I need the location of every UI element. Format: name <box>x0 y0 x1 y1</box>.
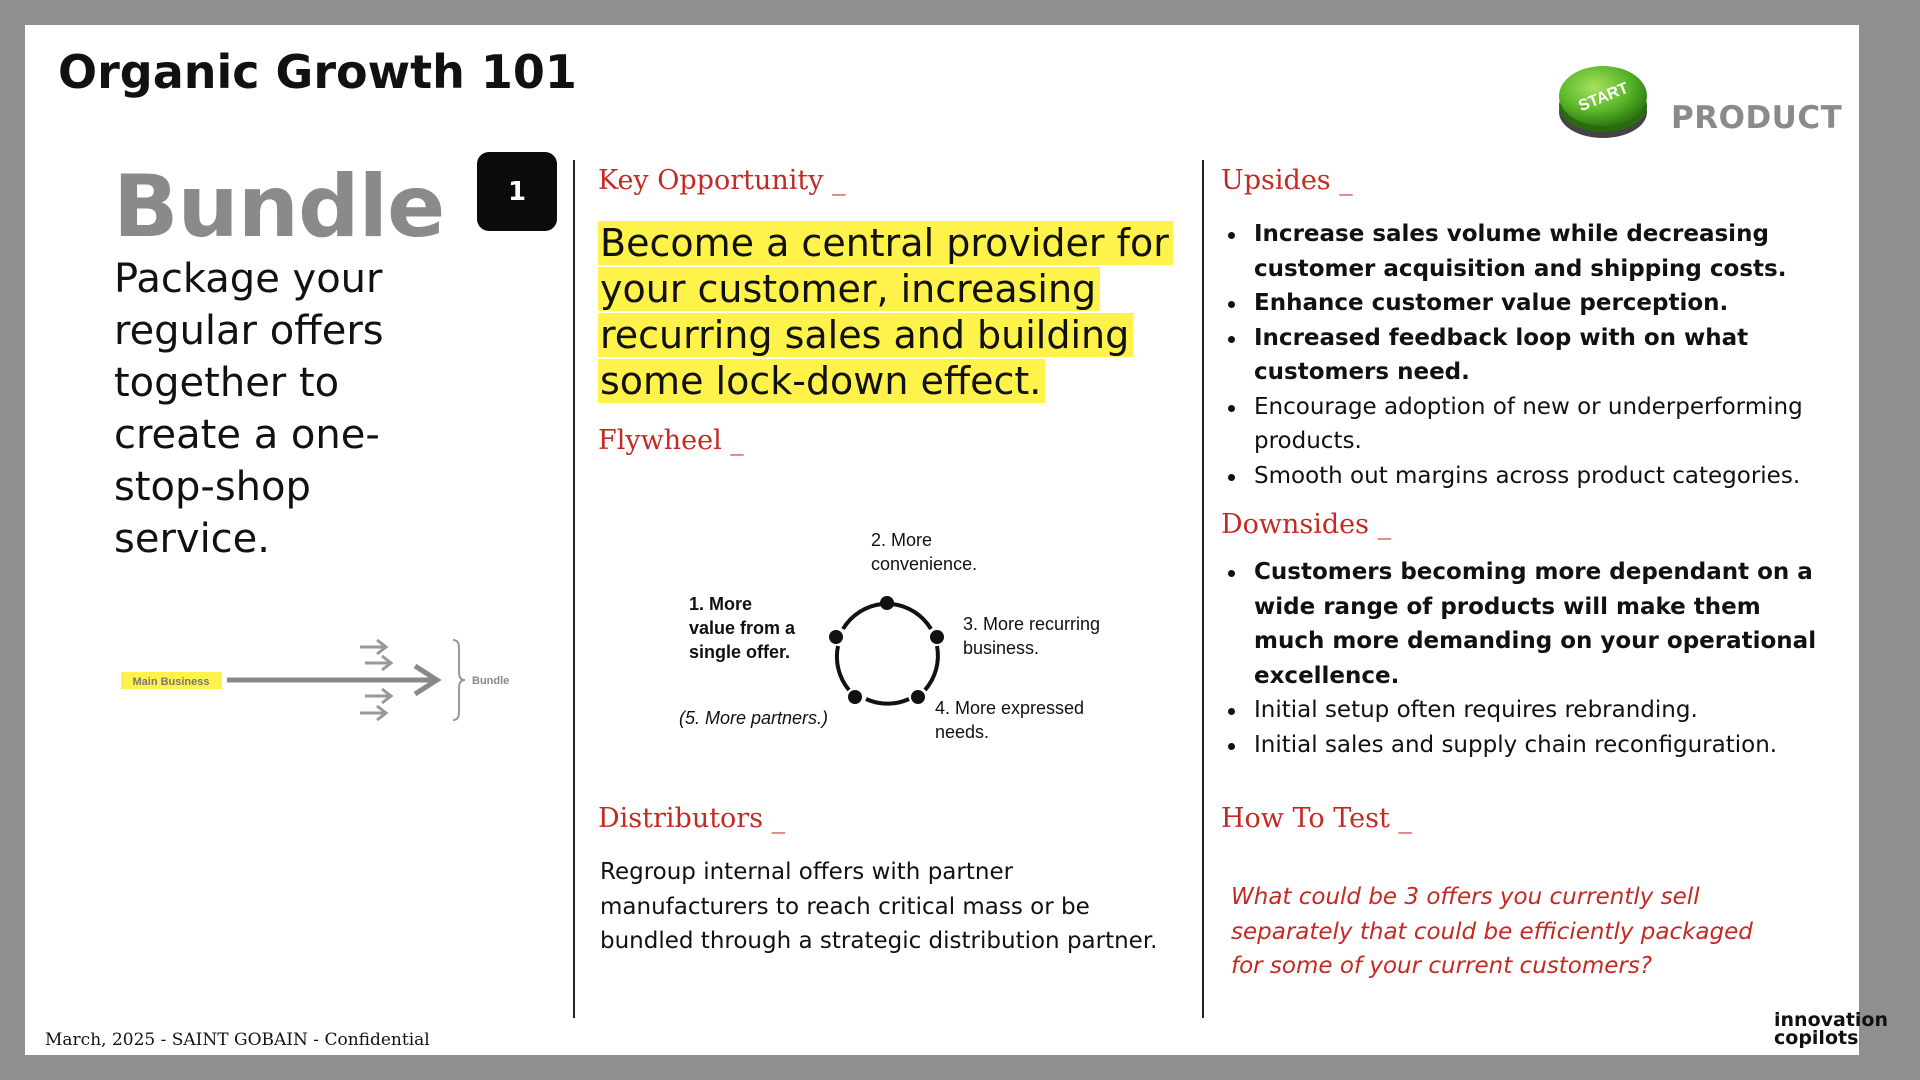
flywheel-step3-line2: business. <box>963 638 1040 658</box>
flywheel-node-3 <box>930 630 944 644</box>
upside-item: Smooth out margins across product categories. <box>1221 459 1831 494</box>
column-divider-left <box>573 160 575 1018</box>
downsides-heading: Downsides _ <box>1221 509 1392 540</box>
flywheel-ring <box>837 604 938 704</box>
flywheel-step1-line1: 1. More <box>689 594 753 614</box>
flywheel-step1-line3: single offer. <box>689 642 791 662</box>
distributors-text: Regroup internal offers with partner manufacturers to reach critical mass or be bundled through a strategic distribution partner. <box>600 859 1158 954</box>
flywheel-step4-line1: 4. More expressed <box>935 698 1085 718</box>
flywheel-heading: Flywheel _ <box>598 425 744 456</box>
downside-item: Initial sales and supply chain reconfiguration. <box>1221 728 1831 763</box>
upsides-heading: Upsides _ <box>1221 165 1353 196</box>
column-divider-right <box>1202 160 1204 1018</box>
downsides-list <box>1221 555 1831 762</box>
upsides-list <box>1221 217 1831 493</box>
distributors-heading: Distributors _ <box>598 803 786 834</box>
flywheel-node-5 <box>848 690 862 704</box>
flywheel-node-1 <box>829 630 843 644</box>
bundle-diagram <box>115 630 555 740</box>
main-business-label: Main Business <box>132 676 210 688</box>
key-opportunity-heading: Key Opportunity _ <box>598 165 846 196</box>
how-to-test-heading: How To Test _ <box>1221 803 1412 834</box>
flywheel-node-2 <box>880 596 894 610</box>
logo-line-2: copilots <box>1774 1027 1859 1049</box>
upside-item: Encourage adoption of new or underperforming products. <box>1221 390 1831 459</box>
flywheel-node-4 <box>911 690 925 704</box>
flywheel-step5: (5. More partners.) <box>679 708 829 728</box>
strategy-number-badge: 1 <box>477 152 557 231</box>
company-logo <box>1774 1011 1888 1047</box>
logo-line-1: innovation <box>1774 1009 1888 1031</box>
strategy-tagline: Package your regular offers together to create a one-stop-shop service. <box>114 256 384 562</box>
upside-item: Enhance customer value perception. <box>1221 286 1831 321</box>
key-opportunity-highlight: Become a central provider for your customer, increasing recurring sales and building some lock-down effect. <box>598 221 1173 403</box>
downside-item: Initial setup often requires rebranding. <box>1221 693 1831 728</box>
footer-text: March, 2025 - SAINT GOBAIN - Confidential <box>45 1030 430 1050</box>
flywheel-diagram <box>645 515 1165 755</box>
flywheel-step2-line2: convenience. <box>871 554 978 574</box>
start-button-icon <box>1555 50 1651 146</box>
flywheel-step2-line1: 2. More <box>871 530 933 550</box>
flywheel-step4-line2: needs. <box>935 722 990 742</box>
downside-item: Customers becoming more dependant on a wide range of products will make them much more demanding on your operational excellence. <box>1221 555 1831 693</box>
how-to-test-question: What could be 3 offers you currently sell separately that could be efficiently packaged for some of your current customers? <box>1231 884 1753 979</box>
page-title: Organic Growth 101 <box>58 45 577 99</box>
bundle-target-label: Bundle <box>472 675 510 687</box>
strategy-name: Bundle <box>113 157 445 257</box>
bundle-brace <box>453 640 465 720</box>
key-opportunity-text <box>598 220 1178 404</box>
flywheel-step1-line2: value from a <box>689 618 796 638</box>
upside-item: Increase sales volume while decreasing customer acquisition and shipping costs. <box>1221 217 1831 286</box>
upside-item: Increased feedback loop with on what customers need. <box>1221 321 1831 390</box>
start-label: START <box>1576 79 1631 116</box>
slide <box>25 25 1888 1055</box>
category-label: PRODUCT <box>1671 100 1843 136</box>
flywheel-step3-line1: 3. More recurring <box>963 614 1101 634</box>
